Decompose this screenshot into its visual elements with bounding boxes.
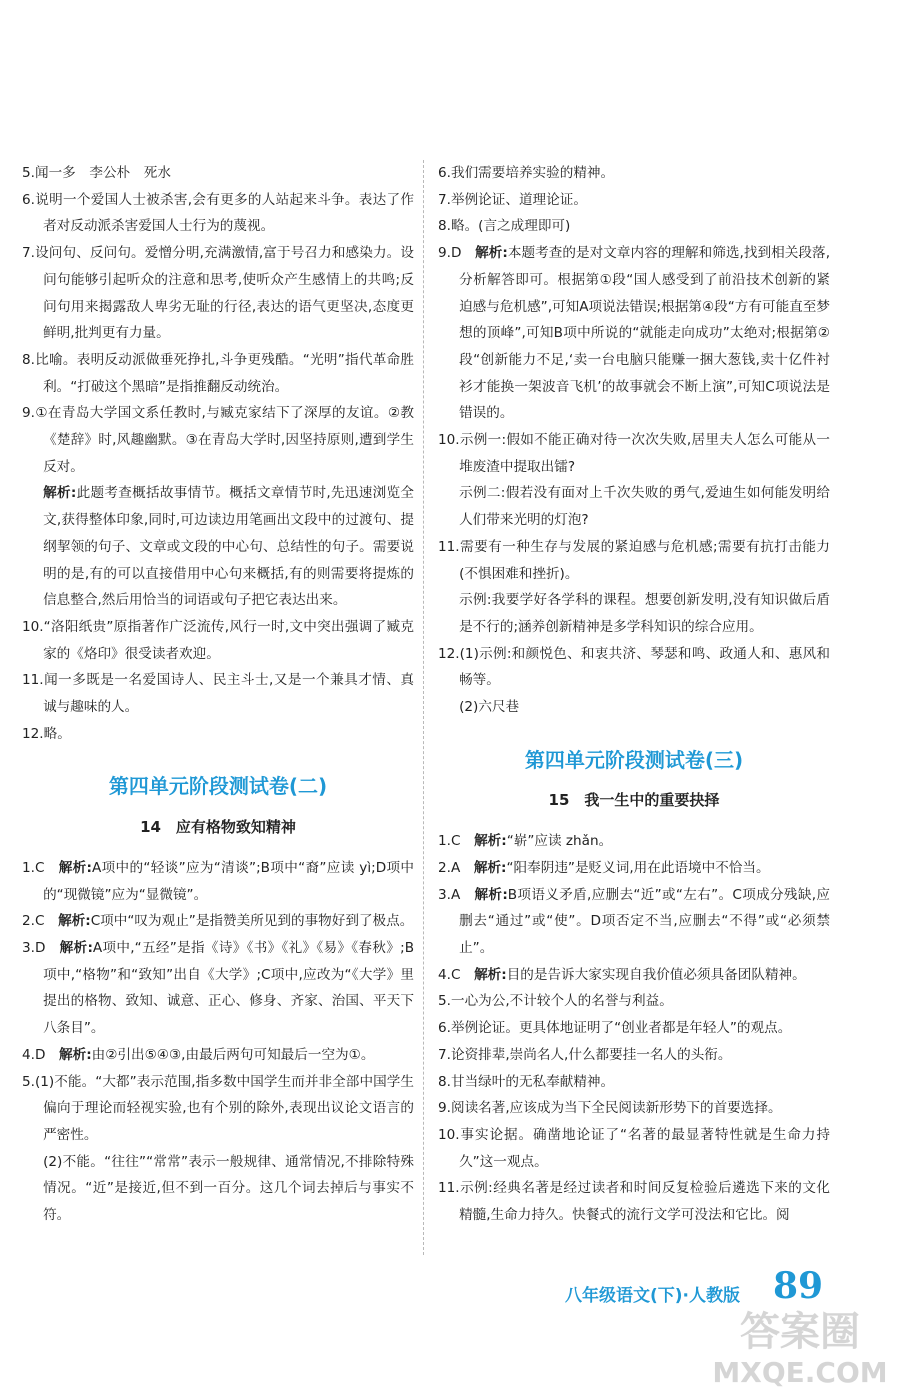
- answer-item: 示例:我要学好各学科的课程。想要创新发明,没有知识做后盾是不行的;涵养创新精神是多学科知识的综合应用。: [459, 592, 830, 635]
- answer-item: 12.(1)示例:和颜悦色、和衷共济、琴瑟和鸣、政通人和、惠风和畅等。: [438, 645, 830, 689]
- answer-item: 6.说明一个爱国人士被杀害,会有更多的人站起来斗争。表达了作者对反动派杀害爱国人士行为的蔑视。: [22, 191, 414, 235]
- watermark-text: 答案圈: [740, 1309, 860, 1355]
- left-column: [22, 160, 414, 1229]
- answer-item: 4.D 解析:由②引出⑤④③,由最后两句可知最后一空为①。: [22, 1046, 375, 1063]
- explanation-keyword: 解析:: [474, 833, 507, 850]
- answer-item: 7.论资排辈,崇尚名人,什么都要挂一名人的头衔。: [438, 1046, 732, 1063]
- answer-item: 10.示例一:假如不能正确对待一次次失败,居里夫人怎么可能从一堆废渣中提取出镭?: [438, 432, 830, 475]
- explanation-keyword: 解析:: [474, 886, 508, 903]
- answer-item: (2)六尺巷: [459, 699, 520, 716]
- explanation-keyword: 解析:: [475, 245, 508, 262]
- answer-item: 11.示例:经典名著是经过读者和时间反复检验后遴选下来的文化精髓,生命力持久。快餐式的流行文学可没法和它比。阅: [438, 1180, 830, 1224]
- answer-item: 示例二:假若没有面对上千次失败的勇气,爱迪生如何能发明给人们带来光明的灯泡?: [459, 485, 830, 529]
- page-number: 89: [773, 1265, 824, 1307]
- answer-item: (2)不能。“往往”“常常”表示一般规律、通常情况,不排除特殊情况。“近”是接近,但不到一百分。这几个词去掉后与事实不符。: [43, 1153, 414, 1224]
- lesson-title: 14 应有格物致知精神: [140, 818, 296, 837]
- answer-item: 3.D 解析:A项中,“五经”是指《诗》《书》《礼》《易》《春秋》;B项中,“格物”和“致知”出自《大学》;C项中,应改为“《大学》里提出的格物、致知、诚意、正心、修身、齐家、治国、平天下八条目”。: [22, 939, 415, 1037]
- answer-item: 7.举例论证、道理论证。: [438, 191, 587, 208]
- answer-item: 12.略。: [22, 725, 71, 742]
- answer-item: 10.事实论据。确凿地论证了“名著的最显著特性就是生命力持久”这一观点。: [438, 1126, 830, 1170]
- column-divider: [423, 160, 424, 1255]
- explanation-keyword: 解析:: [473, 859, 507, 876]
- explanation-keyword: 解析:: [474, 966, 507, 983]
- answer-item: 2.C 解析:C项中“叹为观止”是指赞美所见到的事物好到了极点。: [22, 913, 414, 930]
- watermark-url: MXQE.COM: [712, 1356, 888, 1389]
- answer-item: 1.C 解析:A项中的“轻谈”应为“清谈”;B项中“裔”应读 yì;D项中的“现微镜”应为“显微镜”。: [22, 859, 414, 903]
- book-label: 八年级语文(下)·人教版: [565, 1286, 740, 1306]
- answer-item: 6.我们需要培养实验的精神。: [438, 165, 615, 181]
- lesson-title: 15 我一生中的重要抉择: [548, 791, 720, 810]
- answer-explanation: [22, 480, 414, 614]
- explanation-keyword: 解析:: [58, 859, 92, 876]
- answer-item: 5.(1)不能。“大都”表示范围,指多数中国学生而并非全部中国学生偏向于理论而轻视实验,也有个别的除外,表现出议论文语言的严密性。: [22, 1073, 414, 1143]
- explanation-keyword: 解析:: [59, 939, 93, 956]
- explanation-keyword: 解析:: [58, 913, 91, 930]
- answer-item: 5.一心为公,不计较个人的名誉与利益。: [438, 993, 673, 1010]
- answer-item: 3.A 解析:B项语义矛盾,应删去“近”或“左右”。C项成分残缺,应删去“通过”或“使”。D项否定不当,应删去“不得”或“必须禁止”。: [438, 886, 830, 956]
- answer-item: 9.D 解析:本题考查的是对文章内容的理解和筛选,找到相关段落,分析解答即可。根据第①段“国人感受到了前沿技术创新的紧迫感与危机感”,可知A项说法错误;根据第④段“方有可能直至梦想的顶峰”,可知B项中所说的“就能走向成功”太绝对;根据第②段“创新能力不足,‘卖一台电脑只能赚一捆大葱钱,卖十亿件衬衫才能换一架波音飞机’的故事就会不断上演”,可知C项说法是错误的。: [438, 245, 831, 422]
- answer-item: 11.闻一多既是一名爱国诗人、民主斗士,又是一个兼具才情、真诚与趣味的人。: [22, 672, 414, 716]
- watermark-logo: [705, 1300, 895, 1390]
- answer-item: 9.阅读名著,应该成为当下全民阅读新形势下的首要选择。: [438, 1100, 782, 1117]
- answer-item: 8.甘当绿叶的无私奉献精神。: [438, 1073, 615, 1090]
- section-title: 第四单元阶段测试卷(三): [524, 747, 744, 772]
- answer-item: 11.需要有一种生存与发展的紧迫感与危机感;需要有抗打击能力(不惧困难和挫折)。: [438, 538, 830, 582]
- answer-item: 10.“洛阳纸贵”原指著作广泛流传,风行一时,文中突出强调了臧克家的《烙印》很受读者欢迎。: [22, 618, 414, 662]
- answer-item: 5.闻一多 李公朴 死水: [22, 165, 171, 181]
- section-title: 第四单元阶段测试卷(二): [108, 774, 328, 799]
- answer-item: 6.举例论证。更具体地证明了“创业者都是年轻人”的观点。: [438, 1020, 792, 1037]
- answer-item: 4.C 解析:目的是告诉大家实现自我价值必须具备团队精神。: [438, 966, 806, 983]
- explanation-text: 此题考查概括故事情节。概括文章情节时,先迅速浏览全文,获得整体印象,同时,可边读边用笔画出文段中的过渡句、提纲挈领的句子、文章或文段的中心句、总结性的句子。需要说明的是,有的可以直接借用中心句来概括,有的则需要将提炼的信息整合,然后用恰当的词语或句子把它表达出来。: [43, 485, 414, 609]
- answer-item: 1.C 解析:“崭”应读 zhǎn。: [438, 833, 613, 850]
- answer-item: 8.略。(言之成理即可): [438, 218, 571, 235]
- explanation-keyword: 解析:: [43, 485, 77, 502]
- answer-item: 2.A 解析:“阳奉阴违”是贬义词,用在此语境中不恰当。: [438, 859, 770, 876]
- answer-item: 7.设问句、反问句。爱憎分明,充满激情,富于号召力和感染力。设问句能够引起听众的注意和思考,使听众产生感情上的共鸣;反问句用来揭露敌人卑劣无耻的行径,表达的语气更坚决,态度更鲜明,批判更有力量。: [22, 245, 414, 342]
- explanation-keyword: 解析:: [59, 1046, 92, 1063]
- right-column: [438, 160, 830, 1229]
- answer-item: 9.①在青岛大学国文系任教时,与臧克家结下了深厚的友谊。②教《楚辞》时,风趣幽默。③在青岛大学时,因坚持原则,遭到学生反对。: [22, 405, 414, 475]
- answer-item: 8.比喻。表明反动派做垂死挣扎,斗争更残酷。“光明”指代革命胜利。“打破这个黑暗”是指推翻反动统治。: [22, 351, 414, 395]
